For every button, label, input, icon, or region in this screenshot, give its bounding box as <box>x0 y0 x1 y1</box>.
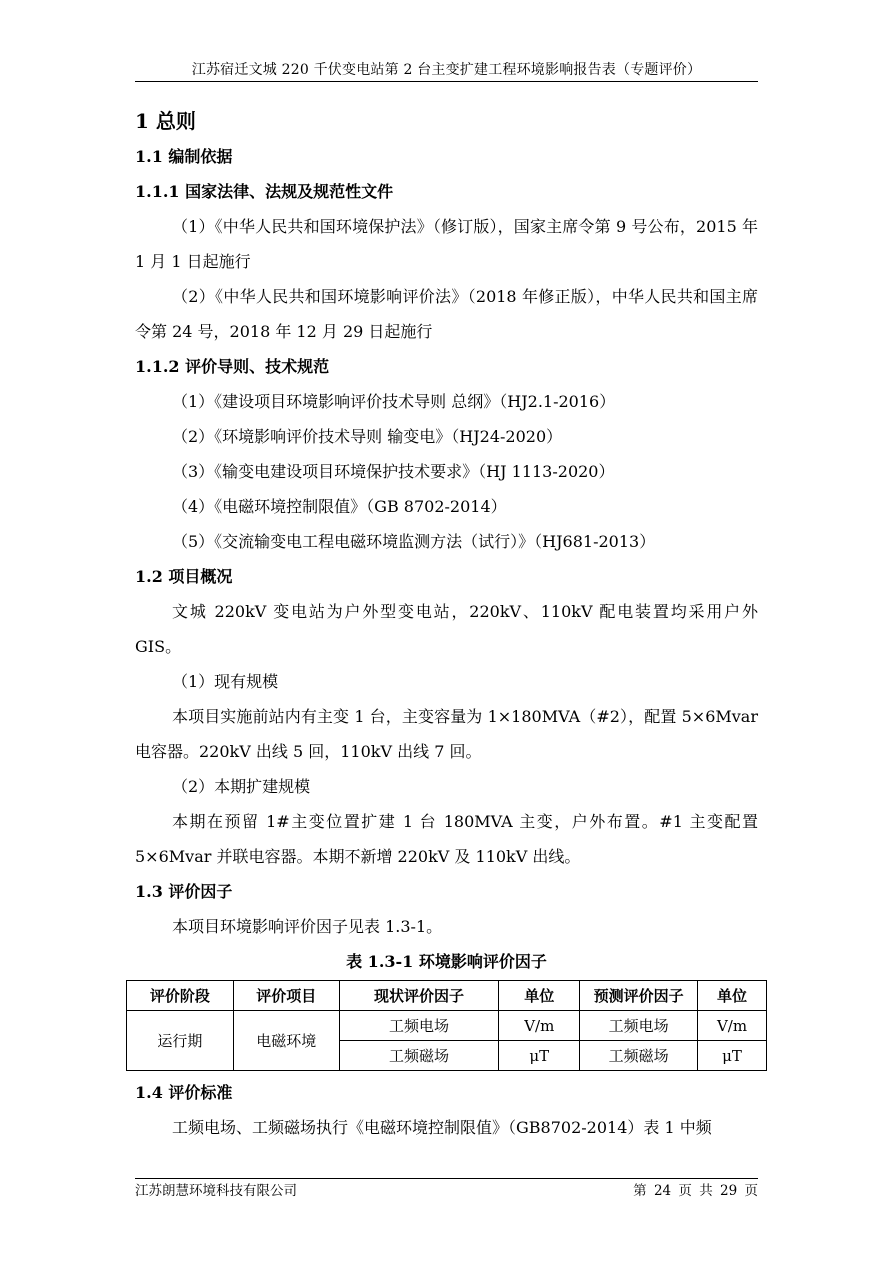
footer-company: 江苏朗慧环境科技有限公司 <box>135 1183 297 1199</box>
law-item: （1）《中华人民共和国环境保护法》（修订版），国家主席令第 9 号公布，2015 年 1 月 1 日起施行 <box>135 217 758 271</box>
heading-1: 1 总则 <box>135 109 196 133</box>
unit-cell: μT <box>499 1041 580 1071</box>
heading-1-4: 1.4 评价标准 <box>135 1083 233 1102</box>
factors-table <box>126 980 767 1071</box>
law-item: （2）《中华人民共和国环境影响评价法》（2018 年修正版），中华人民共和国主席令第 24 号，2018 年 12 月 29 日起施行 <box>135 287 758 341</box>
running-header: 江苏宿迁文城 220 千伏变电站第 2 台主变扩建工程环境影响报告表（专题评价） <box>191 62 702 78</box>
standard-item: （5）《交流输变电工程电磁环境监测方法（试行）》（HJ681-2013） <box>172 532 656 551</box>
predicted-factor-cell: 工频电场 <box>580 1011 698 1041</box>
heading-1-1-2: 1.1.2 评价导则、技术规范 <box>135 357 330 376</box>
page-body <box>135 104 758 1145</box>
standard-item: （1）《建设项目环境影响评价技术导则 总纲》（HJ2.1-2016） <box>172 392 616 411</box>
item-cell: 电磁环境 <box>233 1011 339 1071</box>
col-header: 单位 <box>499 981 580 1011</box>
factors-paragraph: 本项目环境影响评价因子见表 1.3-1。 <box>172 917 443 936</box>
expansion-paragraph: 本期在预留 1#主变位置扩建 1 台 180MVA 主变，户外布置。#1 主变配置 5×6Mvar 并联电容器。本期不新增 220kV 及 110kV 出线。 <box>135 812 758 866</box>
col-header: 预测评价因子 <box>580 981 698 1011</box>
subheading-expansion: （2）本期扩建规模 <box>172 777 311 796</box>
table-row <box>127 1011 767 1041</box>
unit-cell: μT <box>698 1041 767 1071</box>
heading-1-1: 1.1 编制依据 <box>135 147 233 166</box>
table-header-row <box>127 981 767 1011</box>
existing-paragraph: 本项目实施前站内有主变 1 台，主变容量为 1×180MVA（#2），配置 5×6Mvar 电容器。220kV 出线 5 回，110kV 出线 7 回。 <box>135 707 758 761</box>
footer-page-number: 第 24 页 共 29 页 <box>633 1183 758 1199</box>
unit-cell: V/m <box>499 1011 580 1041</box>
subheading-existing: （1）现有规模 <box>172 672 279 691</box>
heading-1-1-1: 1.1.1 国家法律、法规及规范性文件 <box>135 182 394 201</box>
standard-item: （2）《环境影响评价技术导则 输变电》（HJ24-2020） <box>172 427 563 446</box>
table-caption: 表 1.3-1 环境影响评价因子 <box>346 952 547 971</box>
col-header: 现状评价因子 <box>339 981 499 1011</box>
standard-item: （3）《输变电建设项目环境保护技术要求》（HJ 1113-2020） <box>172 462 615 481</box>
heading-1-2: 1.2 项目概况 <box>135 567 233 586</box>
standard-paragraph: 工频电场、工频磁场执行《电磁环境控制限值》（GB8702-2014）表 1 中频 <box>172 1118 712 1137</box>
standard-item: （4）《电磁环境控制限值》（GB 8702-2014） <box>172 497 507 516</box>
col-header: 评价阶段 <box>127 981 234 1011</box>
predicted-factor-cell: 工频磁场 <box>580 1041 698 1071</box>
current-factor-cell: 工频磁场 <box>339 1041 499 1071</box>
col-header: 单位 <box>698 981 767 1011</box>
current-factor-cell: 工频电场 <box>339 1011 499 1041</box>
col-header: 评价项目 <box>233 981 339 1011</box>
footer-rule <box>135 1178 758 1179</box>
header-rule <box>135 81 758 82</box>
heading-1-3: 1.3 评价因子 <box>135 882 233 901</box>
overview-paragraph: 文城 220kV 变电站为户外型变电站，220kV、110kV 配电装置均采用户外 GIS。 <box>135 602 758 656</box>
stage-cell: 运行期 <box>127 1011 234 1071</box>
unit-cell: V/m <box>698 1011 767 1041</box>
